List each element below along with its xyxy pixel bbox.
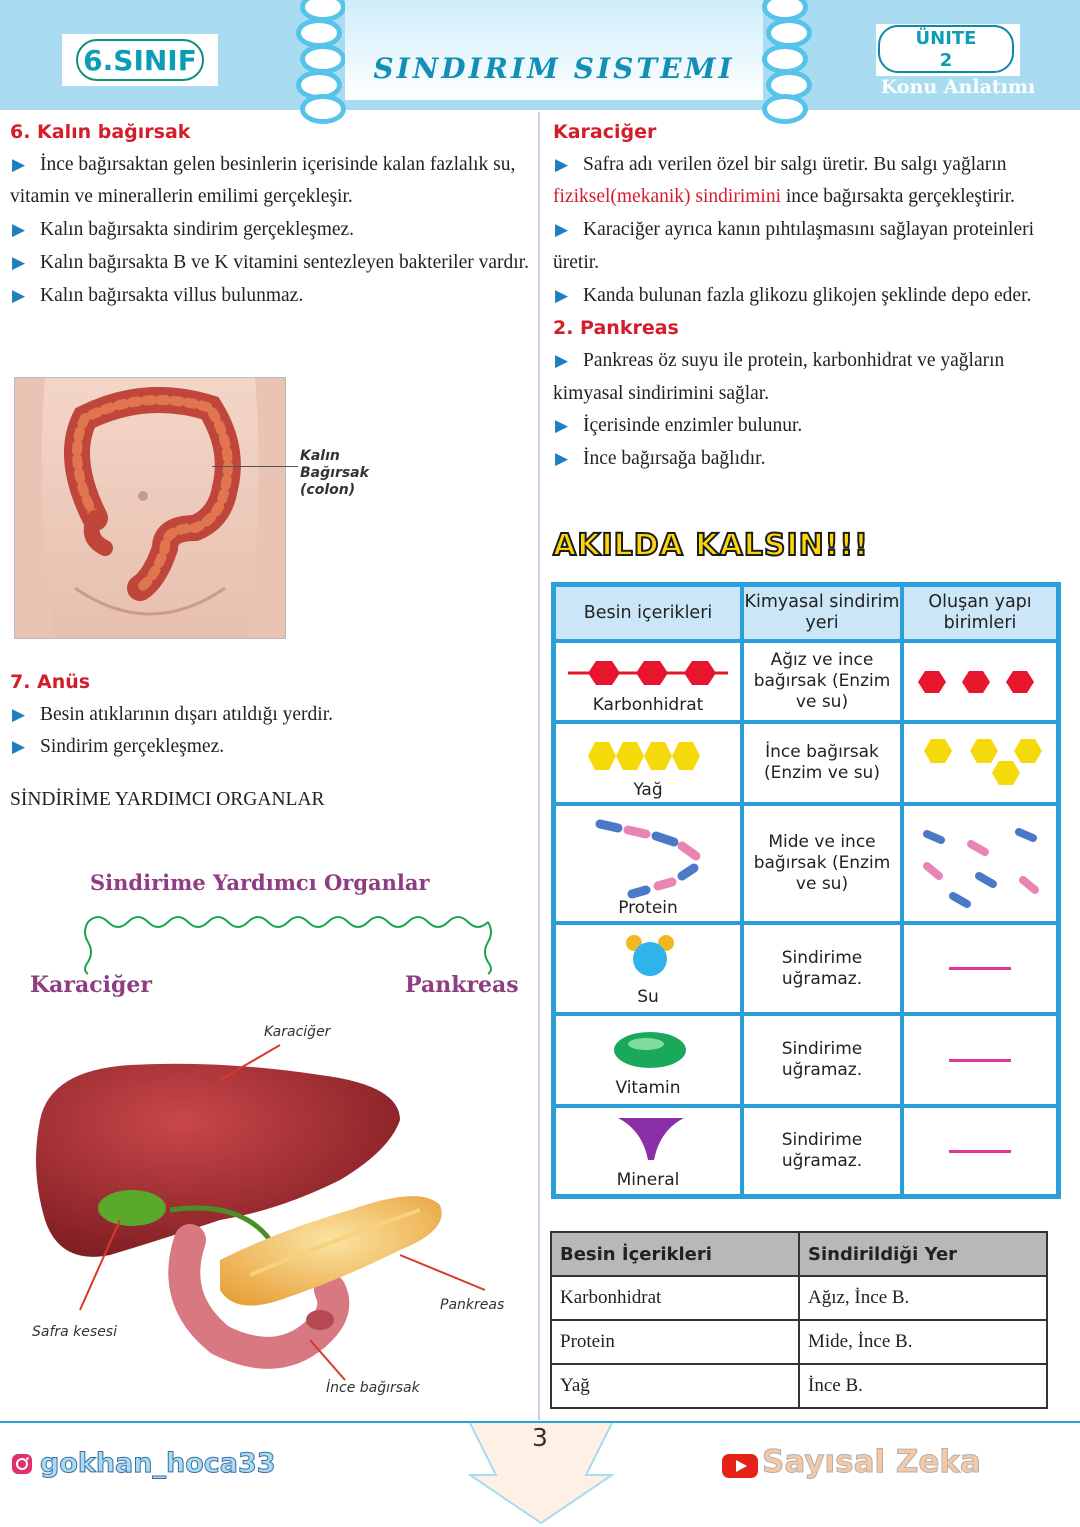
unit-subtitle: Konu Anlatımı <box>880 76 1036 98</box>
anus-section <box>10 666 530 817</box>
colon-drawing <box>15 378 286 639</box>
table-cell-unit <box>902 804 1058 923</box>
mineral-icon <box>616 1114 686 1164</box>
instagram-icon <box>10 1452 34 1476</box>
bullet-item <box>553 214 1073 279</box>
bullet-item <box>553 345 1073 410</box>
remember-banner: AKILDA KALSIN!!! <box>553 528 869 563</box>
table-row <box>551 1232 1047 1276</box>
title-band <box>345 0 763 100</box>
table-cell: İnce B. <box>799 1364 1047 1408</box>
table-cell-place: Ağız ve ince bağırsak (Enzim ve su) <box>742 641 902 722</box>
bullet-arrow-icon: ▶ <box>12 285 26 305</box>
section-title-large-intestine: 6. Kalın bağırsak <box>10 121 191 143</box>
food-name: Yağ <box>633 780 663 800</box>
table-row <box>551 1364 1047 1408</box>
bullet-text: Karaciğer ayrıca kanın pıhtılaşmasını sağlayan proteinleri üretir. <box>553 219 1035 273</box>
grade-badge <box>62 34 218 86</box>
organ-label-liver: Karaciğer <box>264 1024 331 1040</box>
food-name: Mineral <box>616 1170 680 1190</box>
table-row <box>551 1276 1047 1320</box>
table-cell-food <box>554 1106 742 1196</box>
bullet-text: Kalın bağırsakta sindirim gerçekleşmez. <box>40 219 355 241</box>
section-title-liver: Karaciğer <box>553 121 657 143</box>
table-cell-place: Sindirime uğramaz. <box>742 1014 902 1106</box>
bullet-text: Sindirim gerçekleşmez. <box>40 736 225 758</box>
bullet-arrow-icon: ▶ <box>555 285 569 305</box>
table-cell-unit <box>902 1106 1058 1196</box>
bullet-item <box>553 149 1073 214</box>
bullet-item <box>10 214 530 247</box>
right-bubble-column <box>762 0 814 110</box>
digestion-place-table <box>550 1231 1048 1409</box>
colon-pointer-line <box>212 466 298 467</box>
right-column <box>553 116 1073 476</box>
table-cell: Ağız, İnce B. <box>799 1276 1047 1320</box>
table-cell-place: Mide ve ince bağırsak (Enzim ve su) <box>742 804 902 923</box>
table-cell-place: İnce bağırsak (Enzim ve su) <box>742 722 902 804</box>
colon-label-line: Bağırsak <box>300 465 369 481</box>
bullet-text: Kanda bulunan fazla glikozu glikojen şeklinde depo eder. <box>583 284 1032 306</box>
youtube-channel[interactable]: Sayısal Zeka <box>762 1444 981 1480</box>
grade-label: 6.SINIF <box>76 39 204 81</box>
section-title-anus: 7. Anüs <box>10 671 91 693</box>
bullet-item <box>553 280 1073 313</box>
left-column <box>10 116 530 312</box>
youtube-icon <box>722 1452 758 1480</box>
bullet-text: İnce bağırsaktan gelen besinlerin içerisinde kalan fazlalık su, vitamin ve minerallerin emilimi gerçekleşir. <box>10 153 516 208</box>
bullet-arrow-icon: ▶ <box>555 449 569 469</box>
section-title-pancreas: 2. Pankreas <box>553 317 679 340</box>
bullet-arrow-icon: ▶ <box>555 350 569 370</box>
table-header: Besin İçerikleri <box>551 1232 799 1276</box>
bullet-arrow-icon: ▶ <box>555 416 569 436</box>
bullet-text: İçerisinde enzimler bulunur. <box>583 415 803 437</box>
table-header: Oluşan yapı birimleri <box>902 585 1058 641</box>
bullet-item <box>10 731 530 764</box>
bullet-arrow-icon: ▶ <box>12 704 26 724</box>
organ-label-gallbladder: Safra kesesi <box>32 1324 117 1340</box>
glucose-units-icon <box>910 667 1050 697</box>
table-cell-food <box>554 1014 742 1106</box>
table-row <box>551 1320 1047 1364</box>
bullet-item <box>10 247 530 280</box>
fat-hexagon-icon <box>584 738 724 778</box>
table-cell-unit <box>902 641 1058 722</box>
table-cell-food <box>554 722 742 804</box>
bullet-text-highlight: fiziksel(mekanik) sindirimini <box>553 186 781 208</box>
bullet-arrow-icon: ▶ <box>555 154 569 174</box>
table-cell-unit <box>902 722 1058 804</box>
left-bubble-column <box>296 0 348 110</box>
food-name: Protein <box>618 898 678 918</box>
organ-label-pancreas: Pankreas <box>440 1297 505 1313</box>
table-cell-food <box>554 923 742 1014</box>
dash-icon <box>949 967 1011 970</box>
bullet-text: Kalın bağırsakta villus bulunmaz. <box>40 284 304 306</box>
unit-label: ÜNITE <box>915 28 977 49</box>
food-name: Su <box>637 987 659 1007</box>
diagram-bracket <box>80 908 500 978</box>
diagram-title: Sindirime Yardımcı Organlar <box>90 870 430 895</box>
bullet-text: Besin atıklarının dışarı atıldığı yerdir. <box>40 703 333 725</box>
bullet-item <box>553 410 1073 443</box>
colon-illustration <box>14 377 286 639</box>
bullet-text: İnce bağırsağa bağlıdır. <box>583 448 766 470</box>
instagram-handle[interactable]: gokhan_hoca33 <box>40 1448 276 1479</box>
bullet-arrow-icon: ▶ <box>12 737 26 757</box>
dash-icon <box>949 1150 1011 1153</box>
table-cell: Yağ <box>551 1364 799 1408</box>
bullet-text: ince bağırsakta gerçekleştirir. <box>781 186 1015 208</box>
table-cell-place: Sindirime uğramaz. <box>742 923 902 1014</box>
unit-number: 2 <box>939 50 953 71</box>
table-cell-unit <box>902 923 1058 1014</box>
table-cell-food <box>554 804 742 923</box>
bullet-item <box>10 149 530 214</box>
carbohydrate-chain-icon <box>558 651 738 691</box>
food-name: Karbonhidrat <box>592 695 704 715</box>
table-cell-food <box>554 641 742 722</box>
protein-chain-icon <box>560 810 740 900</box>
colon-label-line: Kalın <box>300 448 340 464</box>
diagram-left-label: Karaciğer <box>30 972 152 998</box>
bullet-arrow-icon: ▶ <box>555 220 569 240</box>
helpers-heading: SİNDİRİME YARDIMCI ORGANLAR <box>10 789 325 811</box>
dash-icon <box>949 1059 1011 1062</box>
food-name: Vitamin <box>615 1078 681 1098</box>
table-cell: Mide, İnce B. <box>799 1320 1047 1364</box>
nutrient-digestion-table <box>551 582 1061 1199</box>
vitamin-icon <box>610 1028 690 1072</box>
bullet-item <box>10 280 530 313</box>
organ-label-small-intestine: İnce bağırsak <box>326 1380 420 1396</box>
bullet-text: Kalın bağırsakta B ve K vitamini sentezleyen bakteriler vardır. <box>40 251 529 273</box>
table-header: Besin içerikleri <box>554 585 742 641</box>
colon-label-line: (colon) <box>300 482 356 498</box>
column-divider <box>538 112 540 1420</box>
bullet-text: Safra adı verilen özel bir salgı üretir. Bu salgı yağların <box>583 153 1007 175</box>
diagram-right-label: Pankreas <box>405 972 519 998</box>
water-molecule-icon <box>620 931 680 981</box>
colon-label <box>300 448 369 499</box>
page-number: 3 <box>532 1423 548 1452</box>
table-cell-unit <box>902 1014 1058 1106</box>
amino-acid-units-icon <box>905 814 1055 914</box>
table-cell: Protein <box>551 1320 799 1364</box>
bullet-item <box>553 443 1073 476</box>
bullet-item <box>10 699 530 732</box>
bullet-arrow-icon: ▶ <box>12 252 26 272</box>
unit-badge <box>876 24 1020 76</box>
table-cell-place: Sindirime uğramaz. <box>742 1106 902 1196</box>
bullet-arrow-icon: ▶ <box>12 220 26 240</box>
bullet-text: Pankreas öz suyu ile protein, karbonhidrat ve yağların kimyasal sindirimini sağlar. <box>553 349 1005 404</box>
table-cell: Karbonhidrat <box>551 1276 799 1320</box>
table-header: Kimyasal sindirim yeri <box>742 585 902 641</box>
fatty-acid-units-icon <box>910 733 1050 793</box>
page-title: SINDIRIM SISTEMI <box>373 52 735 85</box>
unit-pill <box>878 25 1014 73</box>
liver-pancreas-illustration <box>20 1040 520 1410</box>
bullet-arrow-icon: ▶ <box>12 154 26 174</box>
table-header: Sindirildiği Yer <box>799 1232 1047 1276</box>
